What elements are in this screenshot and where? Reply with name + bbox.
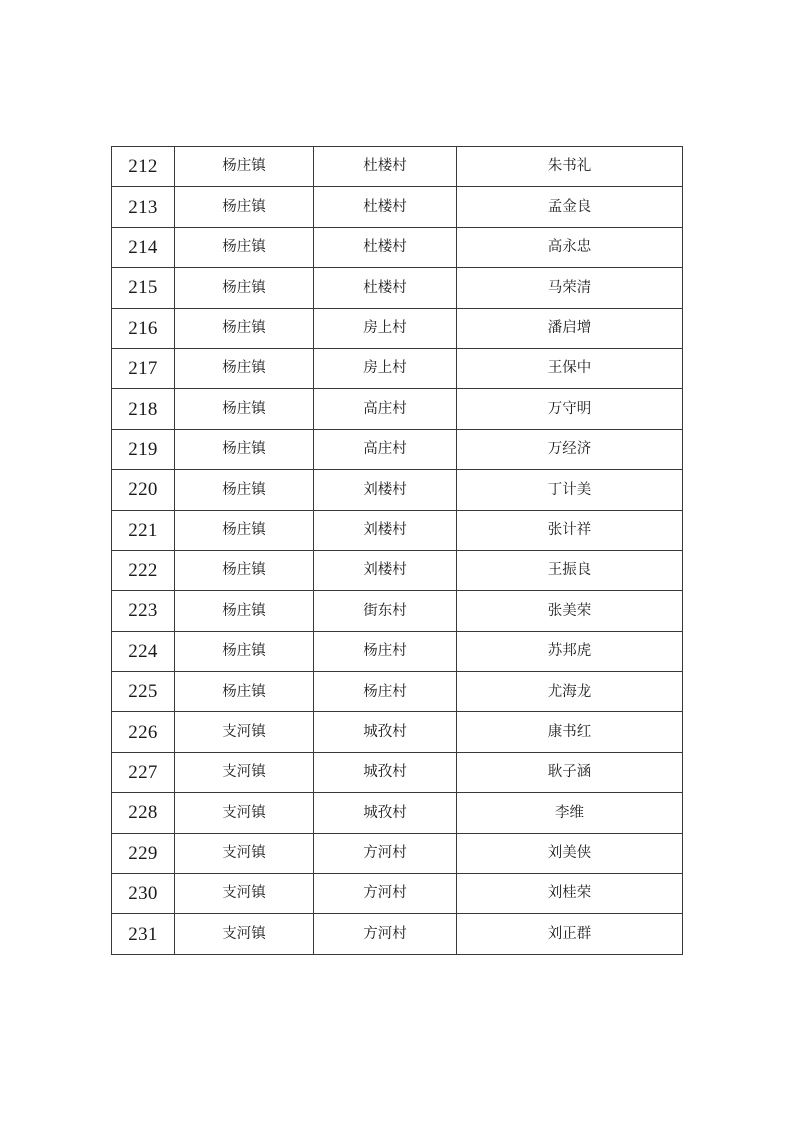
town-cell: 杨庄镇 [175, 348, 314, 388]
table-row [112, 470, 683, 510]
table-row [112, 591, 683, 631]
town-cell: 杨庄镇 [175, 227, 314, 267]
village-cell: 杨庄村 [314, 631, 457, 671]
person-name-cell: 潘启增 [457, 308, 683, 348]
table-row [112, 631, 683, 671]
village-cell: 高庄村 [314, 389, 457, 429]
row-number: 219 [112, 429, 175, 469]
person-name-cell: 尤海龙 [457, 672, 683, 712]
row-number: 229 [112, 833, 175, 873]
row-number: 227 [112, 752, 175, 792]
town-cell: 支河镇 [175, 914, 314, 954]
town-cell: 杨庄镇 [175, 308, 314, 348]
village-cell: 房上村 [314, 348, 457, 388]
roster-table [111, 146, 683, 955]
table-row [112, 672, 683, 712]
person-name-cell: 刘正群 [457, 914, 683, 954]
person-name-cell: 王保中 [457, 348, 683, 388]
village-cell: 杜楼村 [314, 268, 457, 308]
table-row [112, 793, 683, 833]
town-cell: 杨庄镇 [175, 429, 314, 469]
person-name-cell: 张美荣 [457, 591, 683, 631]
town-cell: 杨庄镇 [175, 147, 314, 187]
table-row [112, 348, 683, 388]
row-number: 220 [112, 470, 175, 510]
row-number: 224 [112, 631, 175, 671]
village-cell: 街东村 [314, 591, 457, 631]
person-name-cell: 高永忠 [457, 227, 683, 267]
town-cell: 杨庄镇 [175, 631, 314, 671]
row-number: 213 [112, 187, 175, 227]
village-cell: 杜楼村 [314, 227, 457, 267]
person-name-cell: 刘美侠 [457, 833, 683, 873]
village-cell: 刘楼村 [314, 510, 457, 550]
village-cell: 方河村 [314, 833, 457, 873]
person-name-cell: 刘桂荣 [457, 874, 683, 914]
town-cell: 杨庄镇 [175, 672, 314, 712]
row-number: 214 [112, 227, 175, 267]
person-name-cell: 李维 [457, 793, 683, 833]
person-name-cell: 张计祥 [457, 510, 683, 550]
person-name-cell: 马荣清 [457, 268, 683, 308]
row-number: 226 [112, 712, 175, 752]
row-number: 222 [112, 550, 175, 590]
town-cell: 支河镇 [175, 712, 314, 752]
row-number: 221 [112, 510, 175, 550]
town-cell: 杨庄镇 [175, 268, 314, 308]
row-number: 217 [112, 348, 175, 388]
village-cell: 杜楼村 [314, 187, 457, 227]
village-cell: 方河村 [314, 914, 457, 954]
table-row [112, 550, 683, 590]
row-number: 230 [112, 874, 175, 914]
person-name-cell: 朱书礼 [457, 147, 683, 187]
table-row [112, 227, 683, 267]
person-name-cell: 康书红 [457, 712, 683, 752]
row-number: 231 [112, 914, 175, 954]
person-name-cell: 耿子涵 [457, 752, 683, 792]
row-number: 215 [112, 268, 175, 308]
town-cell: 杨庄镇 [175, 550, 314, 590]
table-row [112, 429, 683, 469]
village-cell: 刘楼村 [314, 470, 457, 510]
town-cell: 支河镇 [175, 793, 314, 833]
village-cell: 城孜村 [314, 712, 457, 752]
row-number: 216 [112, 308, 175, 348]
person-name-cell: 孟金良 [457, 187, 683, 227]
village-cell: 高庄村 [314, 429, 457, 469]
town-cell: 支河镇 [175, 752, 314, 792]
town-cell: 杨庄镇 [175, 470, 314, 510]
town-cell: 杨庄镇 [175, 510, 314, 550]
table-row [112, 308, 683, 348]
table-row [112, 268, 683, 308]
village-cell: 杜楼村 [314, 147, 457, 187]
table-row [112, 510, 683, 550]
village-cell: 城孜村 [314, 752, 457, 792]
village-cell: 城孜村 [314, 793, 457, 833]
table-row [112, 874, 683, 914]
town-cell: 杨庄镇 [175, 389, 314, 429]
person-name-cell: 万守明 [457, 389, 683, 429]
person-name-cell: 王振良 [457, 550, 683, 590]
roster-table-body [112, 147, 683, 955]
town-cell: 支河镇 [175, 874, 314, 914]
town-cell: 杨庄镇 [175, 591, 314, 631]
person-name-cell: 丁计美 [457, 470, 683, 510]
table-row [112, 187, 683, 227]
person-name-cell: 苏邦虎 [457, 631, 683, 671]
table-row [112, 389, 683, 429]
table-row [112, 752, 683, 792]
table-row [112, 712, 683, 752]
row-number: 218 [112, 389, 175, 429]
row-number: 228 [112, 793, 175, 833]
town-cell: 支河镇 [175, 833, 314, 873]
table-row [112, 147, 683, 187]
town-cell: 杨庄镇 [175, 187, 314, 227]
table-row [112, 833, 683, 873]
row-number: 212 [112, 147, 175, 187]
row-number: 225 [112, 672, 175, 712]
row-number: 223 [112, 591, 175, 631]
village-cell: 刘楼村 [314, 550, 457, 590]
village-cell: 杨庄村 [314, 672, 457, 712]
table-row [112, 914, 683, 954]
village-cell: 方河村 [314, 874, 457, 914]
person-name-cell: 万经济 [457, 429, 683, 469]
village-cell: 房上村 [314, 308, 457, 348]
